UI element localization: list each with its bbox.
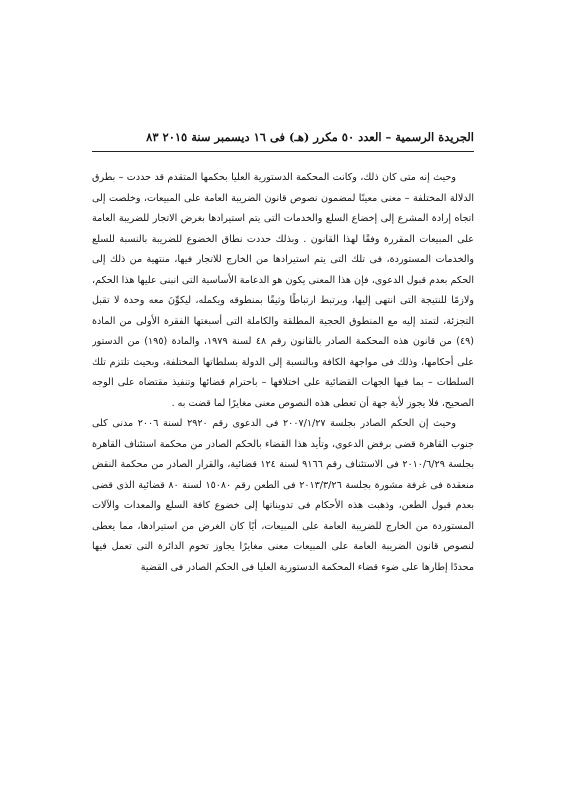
- header-divider: [92, 151, 474, 152]
- page-header: الجريدة الرسمية – العدد ٥٠ مكرر (هـ) فى ١٦ ديسمبر سنة ٢٠١٥ ٨٣: [146, 130, 474, 144]
- paragraph-2: وحيث إن الحكم الصادر بجلسة ٢٠٠٧/١/٢٧ فى الدعوى رقم ٢٩٢٠ لسنة ٢٠٠٦ مدنى كلى جنوب القاهرة قضى برفض الدعوى، وتأيد هذا القضاء بالحكم الصادر من محكمة استئناف القاهرة بجلسة ٢٠١٠/٦/٢٩ فى الاستئناف رقم ٩١٦٦ لسنة ١٢٤ قضائية، والقرار الصادر من محكمة النقض منعقدة فى غرفة مشورة بجلسة ٢٠١٣/٣/٢٦ فى الطعن رقم ١٥٠٨٠ لسنة ٨٠ قضائية الذى قضى بعدم قبول الطعن، وذهبت هذه الأحكام فى تدويناتها إلى خضوع كافة السلع والمعدات والآلات المستوردة من الخارج للضريبة العامة على المبيعات، أيًا كان الغرض من استيرادها، مما يعطى لنصوص قانون الضريبة العامة على المبيعات معنى مغايرًا يجاوز تخوم الدائرة التى تعمل فيها محددًا إطارها على ضوء قضاء المحكمة الدستورية العليا فى الحكم الصادر فى القضية: [92, 418, 474, 573]
- paragraph-1: وحيث إنه متى كان ذلك، وكانت المحكمة الدستورية العليا بحكمها المتقدم قد حددت – بطرق الدلالة المختلفة – معنى معينًا لمضمون نصوص قانون الضريبة العامة على المبيعات، وخلصت إلى اتجاه إرادة المشرع إلى إخضاع السلع والخدمات التى يتم استيرادها بغرض الاتجار للضريبة العامة على المبيعات المقررة وفقًا لهذا القانون . وبذلك حددت نطاق الخضوع للضريبة بالنسبة للسلع والخدمات المستوردة، فى تلك التى يتم استيرادها من الخارج للاتجار فيها، منتهية من ذلك إلى الحكم بعدم قبول الدعوى، فإن هذا المعنى يكون هو الدعامة الأساسية التى انبنى عليها هذا الحكم، ولازمًا للنتيجة التى انتهى إليها، ويرتبط ارتباطًا وثيقًا بمنطوقه ويكمله، ليكوِّنَ معه وحدة لا تقبل التجزئة، لتمتد إليه مع المنطوق الحجية المطلقة والكاملة التى أسبغتها الفقرة الأولى من المادة (٤٩) من قانون هذه المحكمة الصادر بالقانون رقم ٤٨ لسنة ١٩٧٩، والمادة (١٩٥) من الدستور على أحكامها، وذلك فى مواجهة الكافة وبالنسبة إلى الدولة بسلطاتها المختلفة، وبحيث تلتزم تلك السلطات – بما فيها الجهات القضائية على اختلافها – باحترام قضائها وتنفيذ مقتضاه على الوجه الصحيح، فلا يجوز لأية جهة أن تعطى هذه النصوص معنى مغايرًا لما قضت به .: [92, 172, 474, 409]
- document-body: [92, 168, 474, 768]
